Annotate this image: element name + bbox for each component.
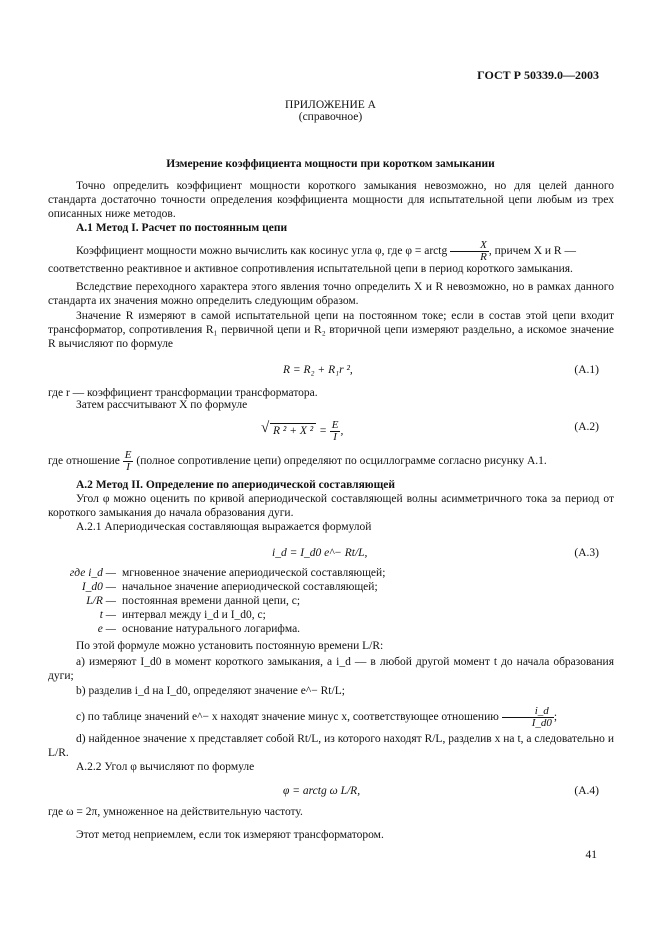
text-span: (полное сопротивление цепи) определяют по осциллограмме согласно рисунку А.1. bbox=[136, 455, 547, 468]
method-1-para-1 bbox=[48, 240, 614, 263]
text-span: Коэффициент мощности можно вычислить как косинус угла φ, где φ = arctg bbox=[76, 245, 448, 258]
equation-a4: φ = arctg ω L/R, bbox=[283, 785, 361, 797]
method-1-para-6 bbox=[48, 450, 614, 473]
method-2-para-3: По этой формуле можно установить постоянную времени L/R: bbox=[76, 640, 384, 652]
fraction-e-over-i-inline bbox=[123, 450, 134, 473]
intro-paragraph: Точно определить коэффициент мощности короткого замыкания невозможно, но для целей данного стандарта достаточно точности определения коэффициента мощности для испытательной цепи любым из трех описанных ниже методов. bbox=[48, 180, 614, 220]
method-1-para-1-cont: соответственно реактивное и активное сопротивления испытательной цепи в период короткого замыкания. bbox=[48, 263, 573, 275]
method-1-para-3: Значение R измеряют в самой испытательной цепи на постоянном токе; если в состав этой цепи входит трансформатор, сопротивления R₁ первичной цепи и R₂ вторичной цепи измеряют раздельно, а искомое значение R вычисляют по формуле bbox=[48, 310, 614, 350]
text-span: где отношение bbox=[48, 455, 120, 468]
definition-text: начальное значение апериодической составляющей; bbox=[122, 581, 378, 593]
sqrt-expression: √ R ² + X ² bbox=[270, 423, 316, 438]
definition-row bbox=[48, 622, 385, 636]
frac-num: X bbox=[450, 240, 489, 252]
fraction-id-over-id0 bbox=[502, 706, 554, 729]
definition-text: постоянная времени данной цепи, с; bbox=[122, 595, 301, 607]
frac-den: I bbox=[126, 461, 130, 473]
method-1-para-4: где r — коэффициент трансформации трансформатора. bbox=[48, 387, 318, 399]
method-2-para-6: Этот метод неприемлем, если ток измеряют трансформатором. bbox=[76, 829, 384, 841]
text-span: , bbox=[340, 425, 344, 438]
definition-symbol: где i_d — bbox=[69, 567, 116, 579]
definition-text: мгновенное значение апериодической составляющей; bbox=[122, 567, 386, 579]
equation-a2 bbox=[262, 420, 343, 443]
definition-row bbox=[48, 566, 385, 580]
method-2-step-d: d) найденное значение x представляет собой Rt/L, из которого находят R/L, разделив x на t, а следовательно и L/R. bbox=[48, 733, 614, 759]
frac-num: E bbox=[331, 419, 339, 431]
section-heading: Измерение коэффициента мощности при коротком замыкании bbox=[166, 158, 495, 170]
doc-code: ГОСТ Р 50339.0—2003 bbox=[477, 68, 599, 82]
equation-a1: R = R₂ + R₁r ², bbox=[283, 364, 353, 376]
method-1-para-5: Затем рассчитывают X по формуле bbox=[76, 399, 248, 411]
equation-number-a4: (A.4) bbox=[574, 785, 599, 797]
method-2-step-b: b) разделив i_d на I_d0, определяют значение e^− Rt/L; bbox=[76, 685, 345, 697]
method-2-step-c bbox=[48, 706, 614, 729]
method-2-title: А.2 Метод II. Определение по апериодической составляющей bbox=[76, 479, 396, 491]
method-2-para-1: Угол φ можно оценить по кривой апериодической составляющей волны асимметричного тока за период от короткого замыкания до начала образования дуги. bbox=[48, 493, 614, 519]
text-span: , причем X и R — bbox=[488, 245, 576, 258]
frac-den: I bbox=[333, 431, 337, 443]
method-2-step-a: а) измеряют I_d0 в момент короткого замыкания, а i_d — в любой другой момент t до начала образования дуги; bbox=[48, 656, 614, 682]
definition-text: интервал между i_d и I_d0, с; bbox=[122, 609, 266, 621]
text-span: = bbox=[316, 425, 330, 438]
equation-number-a2: (A.2) bbox=[574, 421, 599, 433]
equation-a3: i_d = I_d0 e^− Rt/L, bbox=[272, 547, 368, 559]
appendix-subtitle: (справочное) bbox=[298, 111, 363, 123]
definition-row bbox=[48, 594, 385, 608]
frac-den: I_d0 bbox=[531, 717, 552, 729]
definition-row bbox=[48, 580, 385, 594]
frac-num: E bbox=[124, 449, 132, 461]
definition-symbol: L/R — bbox=[86, 595, 116, 607]
method-2-para-5: где ω = 2π, умноженное на действительную частоту. bbox=[48, 806, 303, 818]
fraction-e-over-i bbox=[330, 419, 344, 443]
definition-row bbox=[48, 608, 385, 622]
fraction-x-over-r bbox=[450, 240, 489, 263]
equation-number-a3: (A.3) bbox=[574, 547, 599, 559]
definition-symbol: e — bbox=[97, 623, 116, 635]
definition-text: основание натурального логарифма. bbox=[122, 623, 301, 635]
text-span: ; bbox=[553, 711, 558, 724]
text-span: с) по таблице значений e^− x находят значение минус x, соответствующее отношению bbox=[76, 711, 499, 724]
method-1-title: А.1 Метод I. Расчет по постоянным цепи bbox=[76, 222, 288, 234]
method-2-para-2: А.2.1 Апериодическая составляющая выражается формулой bbox=[76, 521, 372, 533]
definition-symbol: t — bbox=[99, 609, 116, 621]
method-1-para-2: Вследствие переходного характера этого явления точно определить X и R невозможно, но в рамках данного стандарта их значения можно определить следующим образом. bbox=[48, 281, 614, 307]
equation-number-a1: (A.1) bbox=[574, 364, 599, 376]
definitions-list bbox=[48, 566, 385, 636]
page-number: 41 bbox=[585, 849, 597, 861]
appendix-title: ПРИЛОЖЕНИЕ А bbox=[285, 99, 376, 111]
definition-symbol: I_d0 — bbox=[81, 581, 116, 593]
frac-den: R bbox=[480, 251, 487, 263]
frac-num: i_d bbox=[502, 706, 554, 718]
method-2-para-4: А.2.2 Угол φ вычисляют по формуле bbox=[76, 761, 255, 773]
